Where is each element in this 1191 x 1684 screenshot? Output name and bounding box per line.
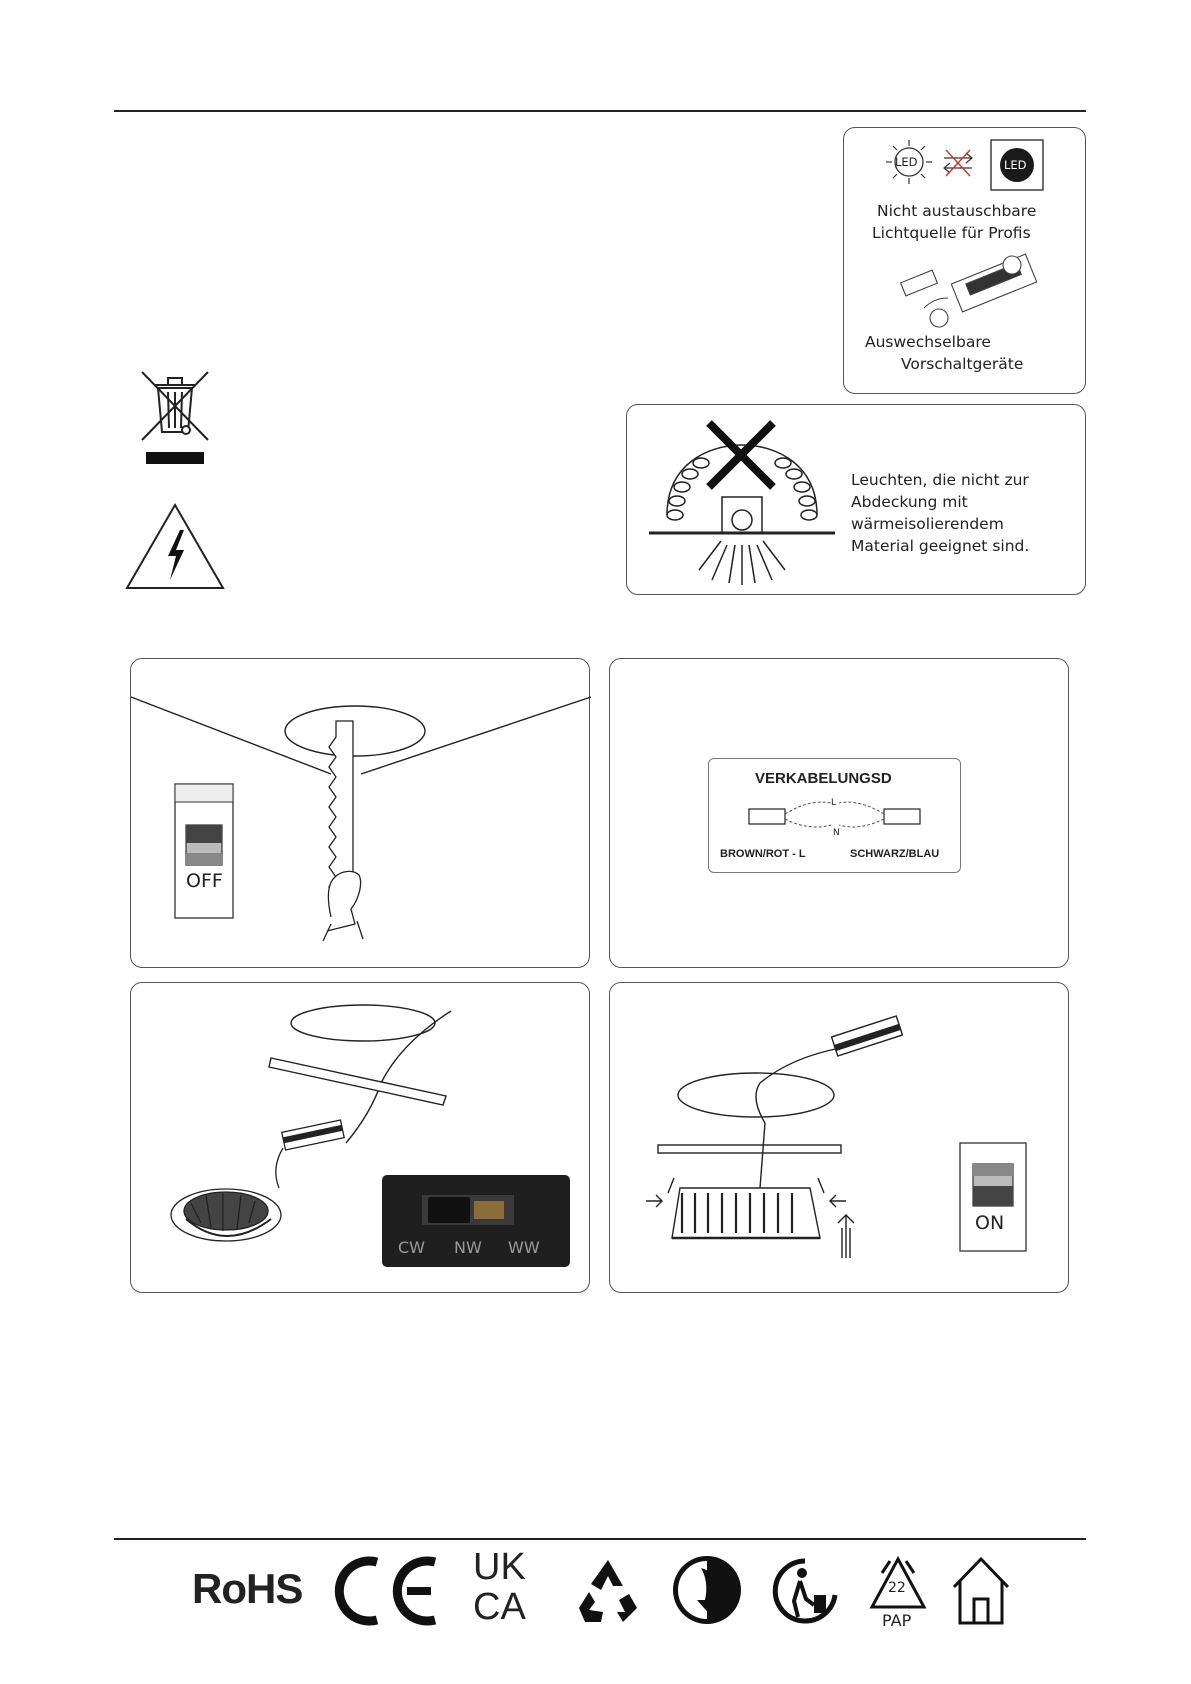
lightsource-line4: Vorschaltgeräte bbox=[901, 355, 1024, 373]
rocker-switch-icon bbox=[174, 783, 234, 919]
cct-switch-photo bbox=[382, 1175, 570, 1267]
l-label: L bbox=[831, 798, 837, 808]
insulation-box bbox=[626, 404, 1086, 595]
pap-label: PAP bbox=[882, 1611, 912, 1630]
green-dot-icon bbox=[671, 1554, 743, 1626]
house-icon bbox=[950, 1555, 1012, 1627]
step2-panel bbox=[609, 658, 1069, 968]
off-label: OFF bbox=[186, 870, 223, 892]
rocker-switch-icon bbox=[959, 1142, 1027, 1252]
ukca-mark-top: UK bbox=[473, 1546, 526, 1588]
step3-panel bbox=[130, 982, 590, 1293]
tidyman-icon bbox=[770, 1555, 840, 1627]
lightsource-box bbox=[843, 127, 1086, 394]
insulation-line3: wärmeisolierendem bbox=[851, 515, 1004, 533]
cct-cw-label: CW bbox=[398, 1238, 425, 1257]
lightsource-line2: Lichtquelle für Profis bbox=[872, 224, 1031, 242]
wiring-title: VERKABELUNGSD bbox=[755, 770, 892, 787]
ukca-mark-bottom: CA bbox=[473, 1586, 526, 1628]
no-insulation-cover-icon bbox=[627, 405, 847, 596]
insulation-line2: Abdeckung mit bbox=[851, 493, 968, 511]
insulation-line4: Material geeignet sind. bbox=[851, 537, 1030, 555]
top-rule bbox=[114, 110, 1086, 112]
lightsource-line1: Nicht austauschbare bbox=[877, 202, 1037, 220]
rohs-mark: RoHS bbox=[192, 1565, 303, 1612]
step4-panel bbox=[609, 982, 1069, 1293]
step1-panel bbox=[130, 658, 590, 968]
on-label: ON bbox=[975, 1212, 1005, 1234]
n-label: N bbox=[833, 828, 840, 838]
cct-ww-label: WW bbox=[508, 1238, 540, 1257]
led-label-dark: LED bbox=[1004, 158, 1027, 172]
ce-mark-icon bbox=[341, 1556, 441, 1626]
electric-shock-warning-icon bbox=[124, 502, 226, 592]
lightsource-line3: Auswechselbare bbox=[865, 333, 991, 351]
pap-number: 22 bbox=[888, 1580, 906, 1596]
recycle-icon bbox=[573, 1556, 643, 1626]
insulation-line1: Leuchten, die nicht zur bbox=[851, 471, 1029, 489]
wiring-diagram bbox=[708, 758, 961, 873]
weee-crossed-bin-icon bbox=[140, 370, 210, 468]
bottom-rule bbox=[114, 1538, 1086, 1540]
wiring-left-label: BROWN/ROT - L bbox=[720, 848, 806, 860]
wiring-right-label: SCHWARZ/BLAU bbox=[850, 848, 940, 860]
led-label: LED bbox=[895, 155, 918, 169]
cct-nw-label: NW bbox=[454, 1238, 482, 1257]
